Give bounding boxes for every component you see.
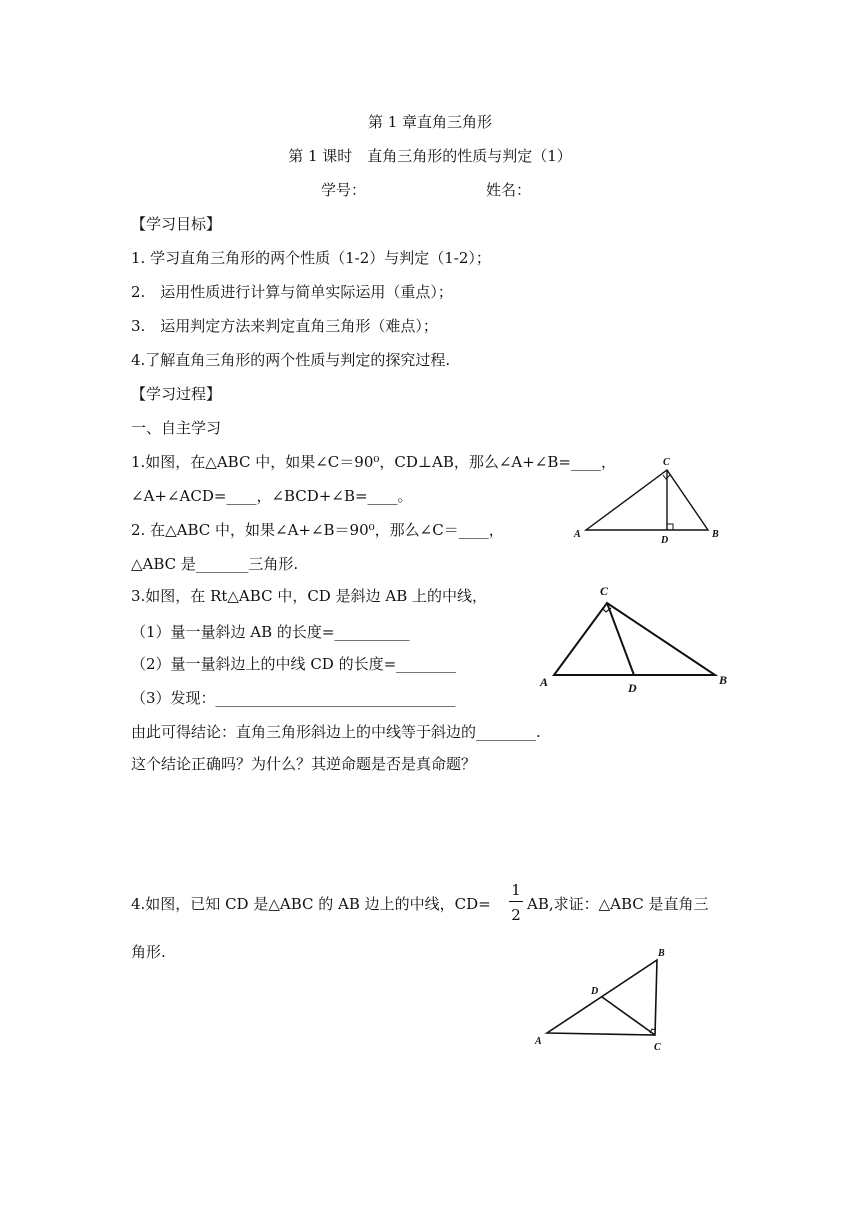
question-3-line-1: 3.如图，在 Rt△ABC 中，CD 是斜边 AB 上的中线， xyxy=(131,587,487,605)
fraction-denominator: 2 xyxy=(511,906,521,924)
objective-item: 3. 运用判定方法来判定直角三角形（难点）； xyxy=(131,317,438,335)
objectives-heading: 【学习目标】 xyxy=(131,215,222,233)
fig3-label-d: D xyxy=(591,986,599,997)
question-3-sub-1: （1）量一量斜边 AB 的长度=__________ xyxy=(131,623,410,641)
fig1-label-d: D xyxy=(661,535,669,546)
question-1-line-2: ∠A+∠ACD=____，∠BCD+∠B=____。 xyxy=(131,487,413,505)
section-heading: 一、自主学习 xyxy=(131,419,222,437)
question-3-sub-3: （3）发现：________________________________ xyxy=(131,689,456,707)
process-heading: 【学习过程】 xyxy=(131,385,222,403)
fig1-label-c: C xyxy=(663,457,670,468)
figure-2-right-triangle-median xyxy=(535,582,735,695)
fig3-label-a: A xyxy=(535,1036,542,1047)
fig1-label-a: A xyxy=(574,529,581,540)
question-4-line-2: 角形. xyxy=(131,943,166,961)
fig1-label-b: B xyxy=(712,529,719,540)
student-id-label: 学号： xyxy=(321,181,367,199)
conclusion: 由此可得结论：直角三角形斜边上的中线等于斜边的________. xyxy=(131,723,541,741)
fig2-label-a: A xyxy=(540,675,549,689)
follow-up-question: 这个结论正确吗？为什么？其逆命题是否是真命题？ xyxy=(131,755,477,773)
chapter-title: 第 1 章直角三角形 xyxy=(367,113,493,131)
fraction-numerator: 1 xyxy=(511,881,521,899)
fig2-label-b: B xyxy=(719,673,728,687)
question-2-line-1: 2. 在△ABC 中，如果∠A+∠B＝90⁰，那么∠C＝____， xyxy=(131,521,504,539)
objective-item: 1. 学习直角三角形的两个性质（1-2）与判定（1-2）； xyxy=(131,249,491,267)
fraction-bar xyxy=(509,901,523,902)
objective-item: 2. 运用性质进行计算与简单实际运用（重点）； xyxy=(131,283,453,301)
lesson-title: 第 1 课时 直角三角形的性质与判定（1） xyxy=(288,147,572,165)
name-label: 姓名： xyxy=(486,181,532,199)
question-4-suffix: AB,求证：△ABC 是直角三 xyxy=(527,895,709,913)
question-3-sub-2: （2）量一量斜边上的中线 CD 的长度=________ xyxy=(131,655,457,673)
fig2-label-c: C xyxy=(600,584,609,598)
question-1-line-1: 1.如图，在△ABC 中，如果∠C＝90⁰，CD⊥AB，那么∠A+∠B=____， xyxy=(131,453,616,471)
question-2-line-2: △ABC 是_______三角形. xyxy=(131,555,299,573)
fig3-label-b: B xyxy=(658,948,665,959)
figure-1-right-triangle-altitude xyxy=(570,455,730,545)
fig3-label-c: C xyxy=(654,1042,661,1053)
figure-3-triangle-median xyxy=(532,945,682,1055)
objective-item: 4.了解直角三角形的两个性质与判定的探究过程. xyxy=(131,351,451,369)
fig2-label-d: D xyxy=(628,681,637,695)
question-4-prefix: 4.如图，已知 CD 是△ABC 的 AB 边上的中线，CD= xyxy=(131,895,491,913)
